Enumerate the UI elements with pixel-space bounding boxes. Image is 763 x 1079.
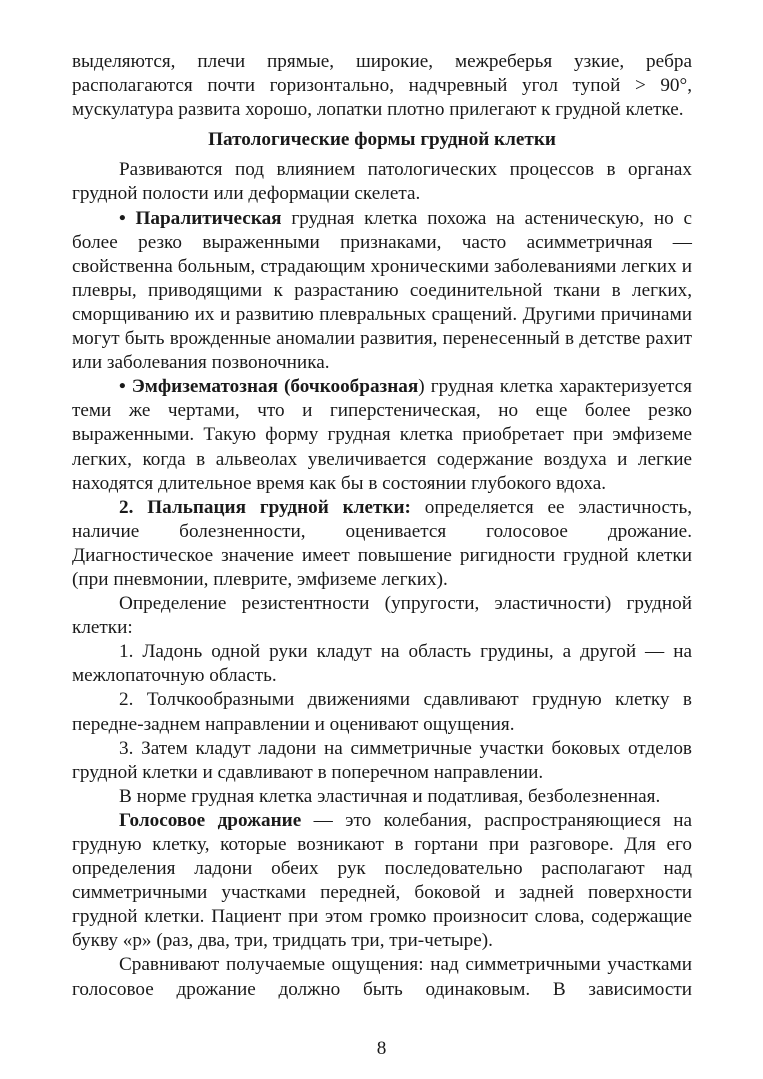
paragraph-vocal-fremitus bbox=[72, 809, 692, 954]
paragraph-emphysematous bbox=[72, 375, 692, 495]
list-item-step-1: 1. Ладонь одной руки кладут на область грудины, а другой — на межлопаточную область. bbox=[72, 641, 692, 687]
paragraph-resistance: Определение резистентности (упругости, эластичности) грудной клетки: bbox=[72, 593, 692, 639]
paragraph-emphysematous-text: ) грудная клетка характеризуется теми же чертами, что и гиперстеническая, но еще более резко выраженными. Такую форму грудная клетка приобретает при эмфиземе легких, когда в альвеолах увеличивается содержание воздуха и легкие находятся длительное время как бы в состоянии глубокого вдоха. bbox=[72, 376, 692, 494]
list-item-step-2: 2. Толчкообразными движениями сдавливают грудную клетку в передне-заднем направлении и оценивают ощущения. bbox=[72, 689, 692, 735]
term-emphysematous: • Эмфизематозная (бочкообразная bbox=[119, 376, 419, 398]
paragraph-palpation bbox=[72, 496, 692, 592]
paragraph-norm: В норме грудная клетка эластичная и податливая, безболезненная. bbox=[119, 785, 661, 807]
paragraph-comparison: Сравнивают получаемые ощущения: над симметричными участками голосовое дрожание должно быть одинаковым. В зависимости bbox=[72, 954, 692, 1000]
section-heading: Патологические формы грудной клетки bbox=[208, 129, 556, 151]
paragraph-intro: Развиваются под влиянием патологических процессов в органах грудной полости или деформации скелета. bbox=[72, 159, 692, 205]
term-vocal-fremitus: Голосовое дрожание bbox=[119, 809, 302, 831]
paragraph-continuation: выделяются, плечи прямые, широкие, межреберья узкие, ребра располагаются почти горизонтально, надчревный угол тупой > 90°, мускулатура развита хорошо, лопатки плотно прилегают к грудной клетке. bbox=[72, 51, 692, 121]
term-paralytic: • Паралитическая bbox=[119, 207, 282, 229]
list-item-step-3: 3. Затем кладут ладони на симметричные участки боковых отделов грудной клетки и сдавливают в поперечном направлении. bbox=[72, 737, 692, 783]
paragraph-palpation-text: определяется ее эластичность, наличие болезненности, оценивается голосовое дрожание. Диагностическое значение имеет повышение ригидности грудной клетки (при пневмонии, плеврите, эмфиземе легких). bbox=[72, 496, 692, 590]
paragraph-paralytic-text: грудная клетка похожа на астеническую, но с более резко выраженными признаками, часто асимметричная — свойственна больным, страдающим хроническими заболеваниями легких и плевры, приводящими к разрастанию соединительной ткани в легких, сморщиванию их и развитию плевральных сращений. Другими причинами могут быть врожденные аномалии развития, перенесенный в детстве рахит или заболевания позвоночника. bbox=[72, 207, 692, 374]
page-body bbox=[72, 50, 692, 1002]
paragraph-paralytic bbox=[72, 207, 692, 376]
page-number: 8 bbox=[376, 1038, 387, 1059]
term-palpation: 2. Пальпация грудной клетки: bbox=[119, 496, 411, 518]
paragraph-vocal-fremitus-text: — это колебания, распространяющиеся на грудную клетку, которые возникают в гортани при разговоре. Для его определения ладони обеих рук последовательно располагают над симметричными участками передней, боковой и задней поверхности грудной клетки. Пациент при этом громко произносит слова, содержащие букву «р» (раз, два, три, тридцать три, три-четыре). bbox=[72, 809, 693, 952]
